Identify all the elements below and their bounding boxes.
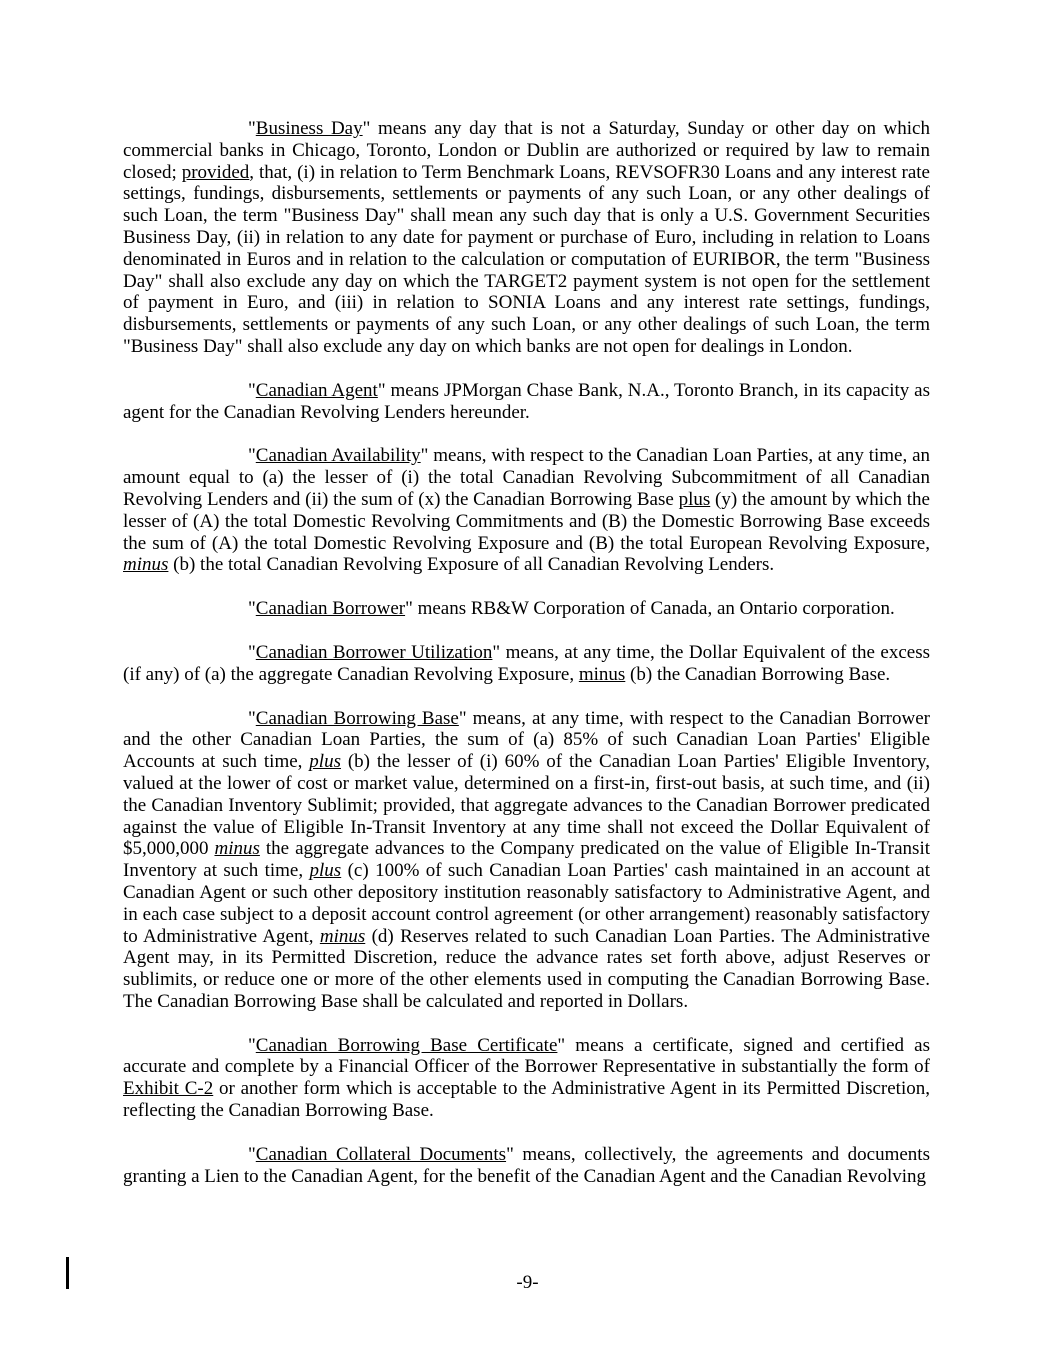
defined-term-or-emphasis: plus: [678, 488, 711, 510]
paragraph-text: (c) 100% of such Canadian Loan Parties' cash maintained in an account at Canadian Agent or such other depository institution reasonably satisfactory to Administrative Agent, and in each case subject to a deposit account control agreement (or other arrangement) reasonably satisfactory to Administrative Agent,: [123, 860, 930, 947]
paragraph-text: (b) the lesser of (i) 60% of the Canadian Loan Parties' Eligible Inventory, valued at the lower of cost or market value, determined on a first-in, first-out basis, at such time, and (ii) the Canadian Inventory Sublimit; provided, that aggregate advances to the Canadian Borrower predicated against the value of Eligible In-Transit Inventory at any time shall not exceed the Dollar Equivalent of $5,000,000: [123, 751, 930, 860]
defined-term-or-emphasis: Exhibit C-2: [123, 1078, 214, 1100]
paragraph-text: ": [248, 118, 256, 139]
paragraph-text: " means, at any time, the Dollar Equivalent of the excess (if any) of (a) the aggregate Canadian Revolving Exposure,: [123, 641, 930, 685]
paragraph-text: , that, (i) in relation to Term Benchmark Loans, REVSOFR30 Loans and any interest rate settings, fundings, disbursements, settlements or payments of any such Loan, or any other dealings of such Loan, the term "Business Day" shall mean any such day that is only a U.S. Government Securities Business Day, (ii) in relation to any date for payment or purchase of Euro, including in relation to Loans denominated in Euros and in relation to the calculation or computation of EURIBOR, the term "Business Day" shall also exclude any day on which the TARGET2 payment system is not open for the settlement of payment in Euro, and (iii) in relation to SONIA Loans and any interest rate settings, fundings, disbursements, settlements or payments of any such Loan, or any other dealings of such Loan, the term "Business Day" shall also exclude any day on which banks are not open for dealings in London.: [123, 161, 930, 357]
paragraph-text: " means, collectively, the agreements and documents granting a Lien to the Canadian Agent, for the benefit of the Canadian Agent and the Canadian Revolving: [123, 1143, 930, 1187]
paragraph-text: ": [248, 1034, 256, 1056]
paragraph-text: ": [248, 1143, 256, 1165]
paragraph-text: (d) Reserves related to such Canadian Loan Parties. The Administrative Agent may, in its Permitted Discretion, reduce the advance rates set forth above, adjust Reserves or sublimits, or reduce one or more of the other elements used in computing the Canadian Borrowing Base. The Canadian Borrowing Base shall be calculated and reported in Dollars.: [123, 925, 930, 1012]
paragraph-text: (b) the Canadian Borrowing Base.: [625, 663, 891, 685]
paragraph-text: " means, at any time, with respect to the Canadian Borrower and the other Canadian Loan Parties, the sum of (a) 85% of such Canadian Loan Parties' Eligible Accounts at such time,: [123, 707, 930, 773]
paragraph-text: the aggregate advances to the Company predicated on the value of Eligible In-Transit Inventory at such time,: [123, 838, 930, 882]
paragraph-text: " means a certificate, signed and certified as accurate and complete by a Financial Officer of the Borrower Representative in substantially the form of: [123, 1034, 931, 1078]
paragraph-text: ": [248, 445, 256, 467]
defined-term-or-emphasis: Canadian Borrowing Base Certificate: [255, 1034, 558, 1056]
paragraph: [123, 118, 930, 358]
defined-term-or-emphasis: minus: [123, 554, 169, 576]
paragraph-text: " means JPMorgan Chase Bank, N.A., Toronto Branch, in its capacity as agent for the Canadian Revolving Lenders hereunder.: [123, 379, 930, 423]
paragraph: [123, 598, 930, 620]
paragraph-text: ": [248, 598, 256, 620]
defined-term-or-emphasis: plus: [309, 751, 341, 773]
paragraph: [123, 1035, 930, 1122]
paragraph-text: ": [248, 379, 256, 401]
paragraph: [123, 708, 930, 1013]
paragraph: [123, 380, 930, 424]
defined-term-or-emphasis: Canadian Borrower Utilization: [255, 641, 493, 663]
paragraph: [123, 1144, 930, 1188]
paragraph-text: (y) the amount by which the lesser of (A) the total Domestic Revolving Commitments and (B) the Domestic Borrowing Base exceeds the sum of (A) the total Domestic Revolving Exposure and (B) the total European Revolving Exposure,: [123, 488, 930, 554]
paragraph: [123, 445, 930, 576]
defined-term-or-emphasis: Business Day: [255, 118, 363, 139]
defined-term-or-emphasis: minus: [578, 663, 626, 685]
document-body: [123, 118, 930, 1187]
defined-term-or-emphasis: Canadian Borrower: [255, 598, 406, 620]
page-number: -9-: [516, 1272, 539, 1293]
defined-term-or-emphasis: minus: [214, 838, 260, 860]
defined-term-or-emphasis: provided: [181, 161, 250, 183]
paragraph-text: " means any day that is not a Saturday, Sunday or other day on which commercial banks in Chicago, Toronto, London or Dublin are authorized or required by law to remain closed;: [123, 118, 930, 183]
paragraph-text: (b) the total Canadian Revolving Exposure of all Canadian Revolving Lenders.: [168, 554, 775, 576]
defined-term-or-emphasis: Canadian Borrowing Base: [255, 707, 459, 729]
paragraph: [123, 642, 930, 686]
paragraph-text: ": [248, 707, 256, 729]
defined-term-or-emphasis: Canadian Agent: [255, 379, 378, 401]
paragraph-text: " means, with respect to the Canadian Loan Parties, at any time, an amount equal to (a) the lesser of (i) the total Canadian Revolving Subcommitment of all Canadian Revolving Lenders and (ii) the sum of (x) the Canadian Borrowing Base: [123, 445, 930, 510]
paragraph-text: " means RB&W Corporation of Canada, an Ontario corporation.: [405, 598, 895, 620]
paragraph-text: or another form which is acceptable to the Administrative Agent in its Permitted Discretion, reflecting the Canadian Borrowing Base.: [123, 1078, 930, 1122]
defined-term-or-emphasis: plus: [309, 860, 342, 882]
defined-term-or-emphasis: minus: [319, 925, 366, 947]
defined-term-or-emphasis: Canadian Availability: [255, 445, 421, 467]
defined-term-or-emphasis: Canadian Collateral Documents: [255, 1143, 507, 1165]
paragraph-text: ": [248, 641, 256, 663]
